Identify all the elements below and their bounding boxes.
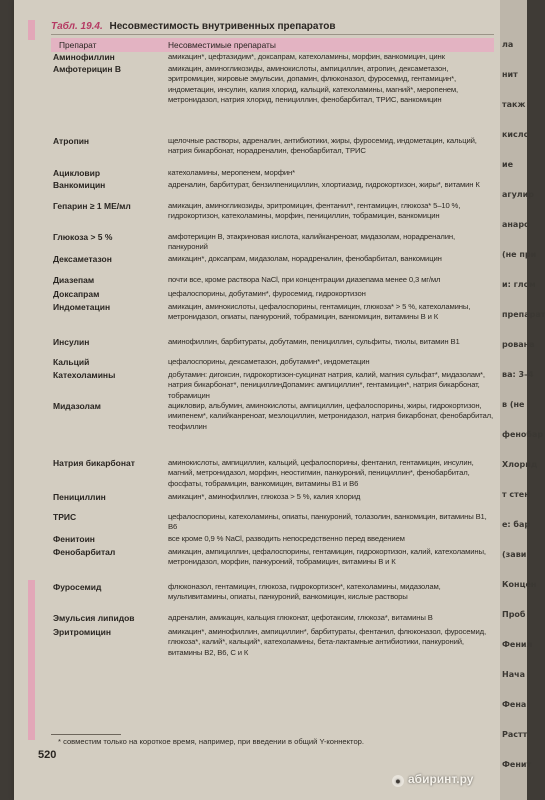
drug-name: Натрия бикарбонат xyxy=(53,458,135,468)
adjacent-page-text-fragment: ла xyxy=(502,40,514,49)
adjacent-page-text-fragment: анаро xyxy=(502,220,530,229)
adjacent-page-text-fragment: Фенит xyxy=(502,760,532,769)
adjacent-page-text-fragment: такж xyxy=(502,100,526,109)
incompatible-drugs: катехоламины, меропенем, морфин* xyxy=(168,168,295,177)
adjacent-page-text-fragment: ие xyxy=(502,160,514,169)
incompatible-drugs: амикацин, аминогликозиды, аминокислоты, ампициллин, атропин, дексаметазон, эритромицин, жировые эмульсии, допамин, флюконазол, фуросемид, гентамицин*, индометацин, инсулин, калия хлорид, кальций, катехоламины, магний*, меропенем, метронидазол, натрия хлорид, пенициллин, фенобарбитал, ТРИС, ванкомицин xyxy=(168,64,459,104)
drug-name: Диазепам xyxy=(53,275,95,285)
adjacent-page-text-fragment: Растт xyxy=(502,730,528,739)
labirint-logo-icon: ● xyxy=(392,775,404,787)
drug-name: Мидазолам xyxy=(53,401,101,411)
incompatible-drugs: флюконазол, гентамицин, глюкоза, гидрокортизон*, катехоламины, мидазолам, мультивитамины, опиаты, панкуроний, ванкомицин, кислые растворы xyxy=(168,582,441,602)
adjacent-page-text-fragment: е: бар xyxy=(502,520,531,529)
drug-name: Катехоламины xyxy=(53,370,116,380)
adjacent-page-text-fragment: Нача xyxy=(502,670,525,679)
adjacent-page-text-fragment: Фена xyxy=(502,700,527,709)
adjacent-page-text-fragment: фенобар xyxy=(502,430,544,439)
table-title: Несовместимость внутривенных препаратов xyxy=(109,21,336,32)
drug-name: Дексаметазон xyxy=(53,254,112,264)
page-number: 520 xyxy=(38,749,57,761)
incompatible-drugs: цефалоспорины, катехоламины, опиаты, панкуроний, толазолин, ванкомицин, витамины В1, В6 xyxy=(168,512,487,532)
incompatible-drugs: почти все, кроме раствора NaCl, при концентрации диазепама менее 0,3 мг/мл xyxy=(168,275,441,284)
drug-name: Индометацин xyxy=(53,302,111,312)
adjacent-page-text-fragment: и: глом xyxy=(502,280,536,289)
incompatible-drugs: щелочные растворы, адреналин, антибиотики, жиры, фуросемид, индометацин, кальций, натрия бикарбонат, норадреналин, фенобарбитал, ТРИС xyxy=(168,136,477,156)
footnote-divider xyxy=(51,734,121,735)
drug-name: Инсулин xyxy=(53,337,90,347)
drug-name: Глюкоза > 5 % xyxy=(53,232,113,242)
drug-name: Фуросемид xyxy=(53,582,102,592)
adjacent-page-text-fragment: Хлорид xyxy=(502,460,538,469)
incompatible-drugs: амикацин, ампициллин, цефалоспорины, гентамицин, гидрокортизон, калий, катехоламины, метронидазол, морфин, панкуроний, тобрамицин, витамины В и К xyxy=(168,547,486,567)
incompatible-drugs: амикацин*, доксапрам, мидазолам, норадреналин, фенобарбитал, ванкомицин xyxy=(168,254,442,263)
incompatible-drugs: аминофиллин, барбитураты, добутамин, пенициллин, сульфиты, тиолы, витамин В1 xyxy=(168,337,460,346)
incompatible-drugs: аминокислоты, ампициллин, кальций, цефалоспорины, фентанил, гентамицин, инсулин, магний, метронидазол, морфин, неостигмин, панкуроний, пенициллин*, фенобарбитал, фосфаты, тобрамицин, ванкомицин, витамины В1 и В6 xyxy=(168,458,474,488)
adjacent-page-edge xyxy=(500,0,545,800)
drug-name: Гепарин ≥ 1 МЕ/мл xyxy=(53,201,131,211)
adjacent-page-text-fragment: препарат xyxy=(502,310,545,319)
incompatible-drugs: адреналин, амикацин, кальция глюконат, цефотаксим, глюкоза*, витамины В xyxy=(168,613,433,622)
margin-color-tab xyxy=(28,20,35,40)
incompatible-drugs: все кроме 0,9 % NaCl, разводить непосредственно перед введением xyxy=(168,534,405,543)
drug-name: Доксапрам xyxy=(53,289,100,299)
incompatible-drugs: амикацин*, аминофиллин, ампициллин*, барбитураты, фентанил, флюконазол, фуросемид, глюкоза*, калий*, кальций*, катехоламины, бета-лактамные антибиотики, панкуроний, витамины В2, В6, С и К xyxy=(168,627,486,657)
adjacent-page-text-fragment: нит xyxy=(502,70,518,79)
watermark xyxy=(392,772,473,787)
adjacent-page-text-fragment: агулир xyxy=(502,190,534,199)
incompatible-drugs: амикацин*, аминофиллин, глюкоза > 5 %, калия хлорид xyxy=(168,492,361,501)
adjacent-page-text-fragment: Концен xyxy=(502,580,537,589)
incompatible-drugs: амикацин, аминокислоты, цефалоспорины, гентамицин, глюкоза* > 5 %, катехоламины, метронидазол, опиаты, панкуроний, тобрамицин, ванкомицин, витамины В и К xyxy=(168,302,471,322)
adjacent-page-text-fragment: т стен xyxy=(502,490,530,499)
drug-name: Фенитоин xyxy=(53,534,95,544)
drug-name: Пенициллин xyxy=(53,492,106,502)
incompatible-drugs: добутамин: дигоксин, гидрокортизон-сукцинат натрия, калий, магния сульфат*, мидазолам*, натрия бикарбонат*, пенициллинДопамин: ампициллин*, гентамицин*, натрия бикарбонат, тобрамицин xyxy=(168,370,485,400)
column-header-incompatible: Несовместимые препараты xyxy=(168,40,276,50)
adjacent-page-text-fragment: рована xyxy=(502,340,535,349)
adjacent-page-text-fragment: (зави xyxy=(502,550,527,559)
table-number: Табл. 19.4. xyxy=(51,21,103,32)
incompatible-drugs: амфотерицин В, этакриновая кислота, калийканреноат, мидазолам, норадреналин, панкуроний xyxy=(168,232,455,252)
drug-name: Эритромицин xyxy=(53,627,111,637)
adjacent-page-text-fragment: в (не xyxy=(502,400,525,409)
table-header xyxy=(51,38,494,52)
drug-name: Ацикловир xyxy=(53,168,101,178)
column-header-drug: Препарат xyxy=(59,40,97,50)
table-caption xyxy=(51,20,494,35)
incompatible-drugs: амикацин*, цефтазидим*, доксапрам, катехоламины, морфин, ванкомицин, цинк xyxy=(168,52,445,61)
adjacent-page-text-fragment: Фенил xyxy=(502,640,533,649)
drug-name: Кальций xyxy=(53,357,90,367)
table-body xyxy=(51,52,494,740)
incompatible-drugs: амикацин, аминогликозиды, эритромицин, фентанил*, гентамицин, глюкоза* 5–10 %, гидрокортизон, катехоламины, морфин, пенициллин, тобрамицин, ванкомицин xyxy=(168,201,461,221)
incompatible-drugs: ацикловир, альбумин, аминокислоты, ампициллин, цефалоспорины, жиры, гидрокортизон, имипенем*, калийканреноат, мезлоциллин, метронидазол, натрия бикарбонат, фенобарбитал, теофиллин xyxy=(168,401,494,431)
drug-name: Фенобарбитал xyxy=(53,547,116,557)
incompatible-drugs: цефалоспорины, дексаметазон, добутамин*, индометацин xyxy=(168,357,370,366)
watermark-text: абиринт.ру xyxy=(408,772,474,786)
adjacent-page-text-fragment: кисло xyxy=(502,130,530,139)
adjacent-page-text-fragment: Проб xyxy=(502,610,526,619)
margin-color-tab xyxy=(28,580,35,740)
drug-name: Аминофиллин xyxy=(53,52,115,62)
adjacent-page-text-fragment: (не при xyxy=(502,250,537,259)
drug-name: Эмульсия липидов xyxy=(53,613,135,623)
incompatible-drugs: адреналин, барбитурат, бензилпенициллин, хлортиазид, гидрокортизон, жиры*, витамин К xyxy=(168,180,480,189)
drug-name: Амфотерицин В xyxy=(53,64,122,74)
drug-name: Атропин xyxy=(53,136,90,146)
drug-name: Ванкомицин xyxy=(53,180,106,190)
book-page xyxy=(14,0,500,800)
drug-name: ТРИС xyxy=(53,512,77,522)
footnote: * совместим только на короткое время, например, при введении в общий Y-коннектор. xyxy=(58,737,364,746)
incompatible-drugs: цефалоспорины, добутамин*, фуросемид, гидрокортизон xyxy=(168,289,366,298)
adjacent-page-text-fragment: ва: 3–4 xyxy=(502,370,534,379)
